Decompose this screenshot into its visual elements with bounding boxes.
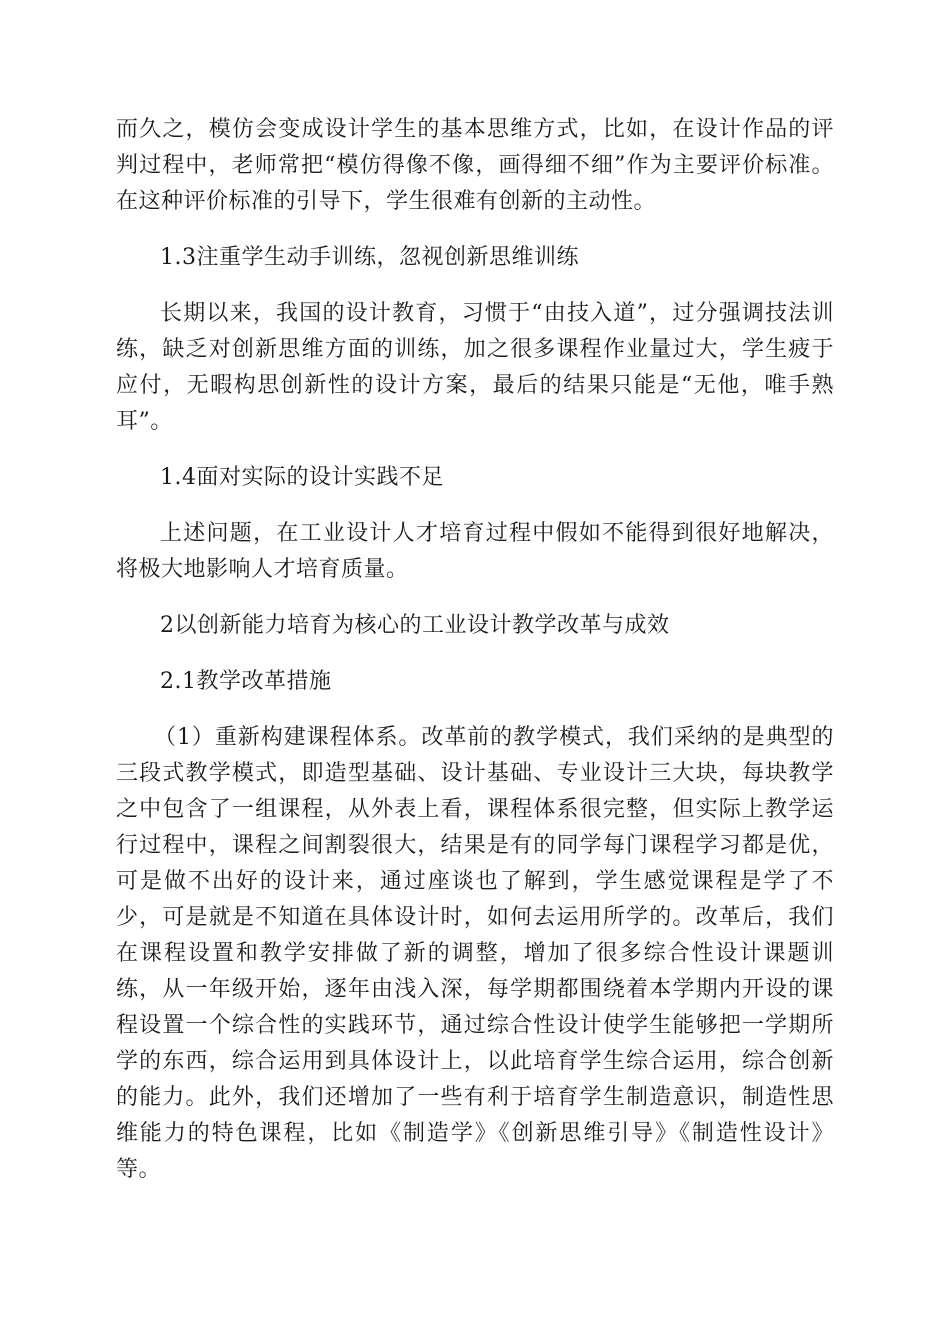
paragraph-course-system: （1）重新构建课程体系。改革前的教学模式，我们采纳的是典型的三段式教学模式，即造型基础、设计基础、专业设计三大块，每块教学之中包含了一组课程，从外表上看，课程体系很完整，但实际上教学运行过程中，课程之间割裂很大，结果是有的同学每门课程学习都是优，可是做不出好的设计来，通过座谈也了解到，学生感觉课程是学了不少，可是就是不知道在具体设计时，如何去运用所学的。改革后，我们在课程设置和教学安排做了新的调整，增加了很多综合性设计课题训练，从一年级开始，逐年由浅入深，每学期都围绕着本学期内开设的课程设置一个综合性的实践环节，通过综合性设计使学生能够把一学期所学的东西，综合运用到具体设计上，以此培育学生综合运用，综合创新的能力。此外，我们还增加了一些有利于培育学生制造意识，制造性思维能力的特色课程，比如《制造学》《创新思维引导》《制造性设计》等。 [116, 725, 834, 1182]
paragraph-design-education: 长期以来，我国的设计教育，习惯于“由技入道”，过分强调技法训练，缺乏对创新思维方面的训练，加之很多课程作业量过大，学生疲于应付，无暇构思创新性的设计方案，最后的结果只能是“无他，唯手熟耳”。 [116, 301, 834, 434]
document-body [116, 112, 834, 1208]
section-heading-2-1: 2.1教学改革措施 [160, 669, 332, 694]
paragraph-continuation: 而久之，模仿会变成设计学生的基本思维方式，比如，在设计作品的评判过程中，老师常把“模仿得像不像，画得细不细”作为主要评价标准。在这种评价标准的引导下，学生很难有创新的主动性。 [116, 117, 834, 214]
section-heading-1-3: 1.3注重学生动手训练，忽视创新思维训练 [160, 245, 579, 270]
section-heading-2: 2以创新能力培育为核心的工业设计教学改革与成效 [160, 613, 670, 638]
paragraph-problems-summary: 上述问题，在工业设计人才培育过程中假如不能得到很好地解决，将极大地影响人才培育质量。 [116, 521, 834, 582]
section-heading-1-4: 1.4面对实际的设计实践不足 [160, 465, 444, 490]
